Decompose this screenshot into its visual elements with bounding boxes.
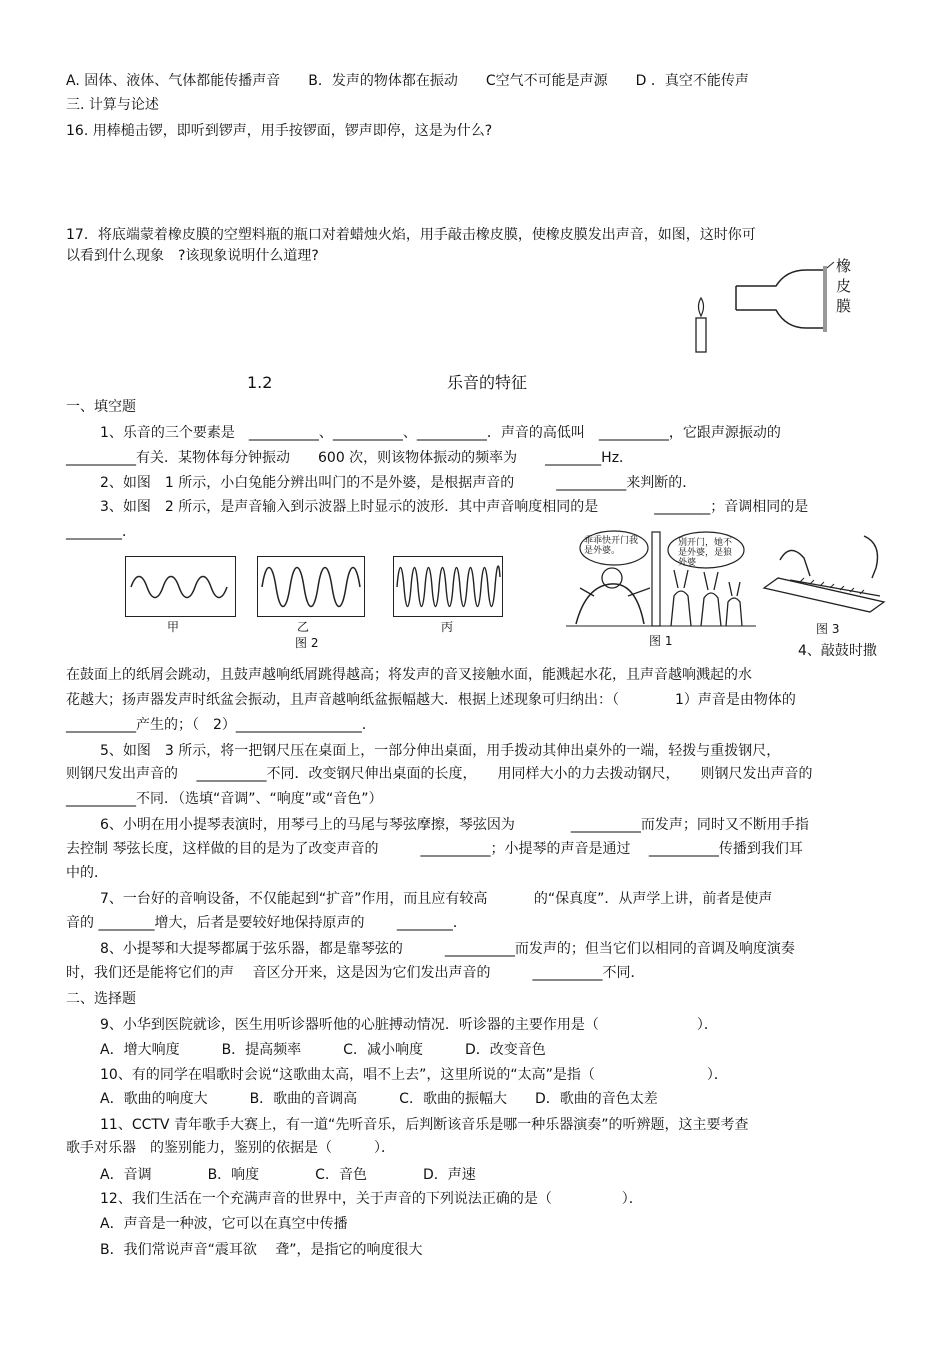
q10-text: 10、有的同学在唱歌时会说“这歌曲太高，唱不上去”，这里所说的“太高”是指（ ）． bbox=[100, 1067, 728, 1083]
q1-line2: __________有关．某物体每分钟振动 600 次，则该物体振动的频率为 ________Hz． bbox=[66, 450, 634, 466]
fig1-bubble-right: 别开门，她不是外婆，是狼外婆 bbox=[678, 538, 733, 568]
q12-option-b: B．我们常说声音“震耳欲 聋”，是指它的响度很大 bbox=[100, 1242, 423, 1258]
q15-options: A. 固体、液体、气体都能传播声音 B．发声的物体都在振动 C空气不可能是声源 D ．真空不能传声 bbox=[66, 73, 749, 89]
q7-line2: 音的 ________增大，后者是要较好地保持原声的 ________． bbox=[66, 915, 467, 931]
fig2-label-jia: 甲 bbox=[167, 620, 180, 634]
q6-line1: 6、小明在用小提琴表演时，用琴弓上的马尾与琴弦摩擦，琴弦因为 __________而发声；同时又不断用手指 bbox=[100, 817, 809, 833]
membrane-label-3: 膜 bbox=[836, 297, 852, 315]
section3-heading: 三. 计算与论述 bbox=[66, 97, 159, 113]
fig1-bubble-left: 乖乖快开门我是外婆。 bbox=[584, 536, 639, 556]
membrane-label-1: 橡 bbox=[836, 257, 852, 275]
fig2-label-yi: 乙 bbox=[297, 620, 310, 634]
q8-line1: 8、小提琴和大提琴都属于弦乐器，都是靠琴弦的 __________而发声的；但当它们以相同的音调及响度演奏 bbox=[100, 941, 795, 957]
q5-line1: 5、如图 3 所示，将一把钢尺压在桌面上，一部分伸出桌面，用手拨动其伸出桌外的一端，轻拨与重拨钢尺， bbox=[100, 743, 781, 759]
q17-line1: 17．将底端蒙着橡皮膜的空塑料瓶的瓶口对着蜡烛火焰，用手敲击橡皮膜，使橡皮膜发出声音，如图，这时你可 bbox=[66, 227, 756, 243]
fig2-label-bing: 丙 bbox=[441, 620, 454, 634]
q10-options: A．歌曲的响度大 B．歌曲的音调高 C．歌曲的振幅大 D．歌曲的音色太差 bbox=[100, 1091, 658, 1107]
q4-tail: 4、敲鼓时撒 bbox=[798, 643, 877, 659]
membrane-label-2: 皮 bbox=[836, 277, 852, 295]
q4-line3: 花越大；扬声器发声时纸盆会振动，且声音越响纸盆振幅越大．根据上述现象可归纳出：（ 1）声音是由物体的 bbox=[66, 692, 796, 708]
q7-line1: 7、一台好的音响设备，不仅能起到“扩音”作用，而且应有较高 的“保真度”．从声学上讲，前者是使声 bbox=[100, 891, 773, 907]
fig3-ruler bbox=[760, 530, 888, 620]
q9-text: 9、小华到医院就诊，医生用听诊器听他的心脏搏动情况．听诊器的主要作用是（ ）． bbox=[100, 1017, 718, 1033]
fill-section-heading: 一、填空题 bbox=[66, 399, 136, 415]
q11-options: A．音调 B．响度 C．音色 D．声速 bbox=[100, 1167, 476, 1183]
q2-text: 2、如图 1 所示，小白兔能分辨出叫门的不是外婆，是根据声音的 __________来判断的． bbox=[100, 475, 697, 491]
fig2-caption: 图 2 bbox=[295, 636, 319, 650]
choice-section-heading: 二、选择题 bbox=[66, 991, 136, 1007]
q3-line2: ________． bbox=[66, 524, 136, 540]
q6-line3: 中的． bbox=[66, 865, 108, 881]
q17-line2: 以看到什么现象 ?该现象说明什么道理? bbox=[66, 248, 319, 264]
q1-line1: 1、乐音的三个要素是 __________、__________、__________．声音的高低叫 __________，它跟声源振动的 bbox=[100, 425, 781, 441]
q8-line2: 时，我们还是能将它们的声 音区分开来，这是因为它们发出声音的 __________不同． bbox=[66, 965, 645, 981]
q16-text: 16. 用棒槌击锣，即听到锣声，用手按锣面，锣声即停，这是为什么? bbox=[66, 123, 493, 139]
lesson-title: 乐音的特征 bbox=[447, 373, 528, 392]
waveform-bing bbox=[393, 556, 503, 617]
lesson-number: 1.2 bbox=[247, 373, 273, 392]
q11-line2: 歌手对乐器 的鉴别能力，鉴别的依据是（ ）． bbox=[66, 1140, 395, 1156]
q5-line2: 则钢尺发出声音的 __________不同．改变钢尺伸出桌面的长度， 用同样大小的力去拨动钢尺， 则钢尺发出声音的 bbox=[66, 766, 813, 782]
fig1-caption: 图 1 bbox=[649, 634, 673, 648]
waveform-yi bbox=[257, 556, 365, 617]
q4-line2: 在鼓面上的纸屑会跳动，且鼓声越响纸屑跳得越高；将发声的音叉接触水面，能溅起水花，且声音越响溅起的水 bbox=[66, 667, 752, 683]
q9-options: A．增大响度 B．提高频率 C．减小响度 D．改变音色 bbox=[100, 1042, 546, 1058]
waveform-jia bbox=[125, 556, 236, 617]
q5-line3: __________不同．（选填“音调”、“响度”或“音色”） bbox=[66, 791, 383, 807]
fig3-caption: 图 3 bbox=[816, 622, 840, 636]
q3-line1: 3、如图 2 所示，是声音输入到示波器上时显示的波形．其中声音响度相同的是 ________；音调相同的是 bbox=[100, 499, 809, 515]
q12-text: 12、我们生活在一个充满声音的世界中，关于声音的下列说法正确的是（ ）． bbox=[100, 1191, 643, 1207]
q12-option-a: A．声音是一种波，它可以在真空中传播 bbox=[100, 1216, 348, 1232]
q11-line1: 11、CCTV 青年歌手大赛上，有一道“先听音乐，后判断该音乐是哪一种乐器演奏”的听辨题，这主要考查 bbox=[100, 1117, 749, 1133]
q6-line2: 去控制 琴弦长度，这样做的目的是为了改变声音的 __________；小提琴的声音是通过 __________传播到我们耳 bbox=[66, 841, 803, 857]
q4-line4: __________产生的；（ 2）__________________． bbox=[66, 717, 376, 733]
